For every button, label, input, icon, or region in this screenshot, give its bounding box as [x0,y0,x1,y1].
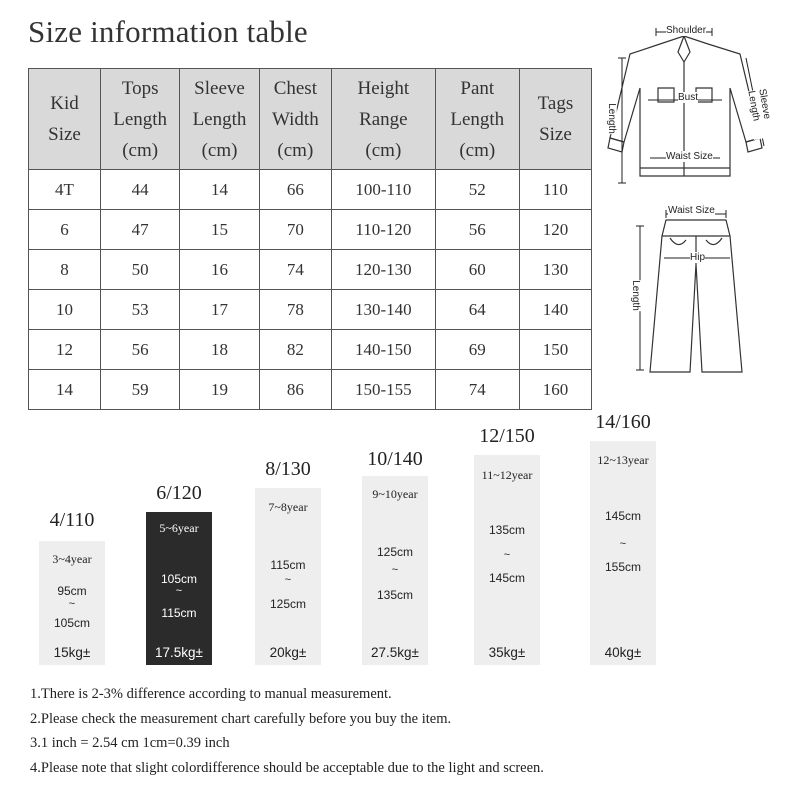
header-pant-length: Pant Length (cm) [435,69,519,170]
cell-kid-size: 14 [29,370,101,410]
cell-pant-length: 60 [435,250,519,290]
note-item: 3.1 inch = 2.54 cm 1cm=0.39 inch [30,735,230,751]
size-card-height-max: 115cm [161,606,197,620]
size-card-weight: 35kg± [488,645,526,660]
note-item: 4.Please note that slight colordifference should be acceptable due to the light and screen. [30,759,544,776]
size-card-6-120 [146,482,212,665]
pants-diagram [626,204,756,380]
cell-tops-length: 50 [100,250,179,290]
size-card-tilde: ~ [284,574,292,586]
size-card-height-min: 135cm [488,523,526,537]
size-card-label: 10/140 [367,448,423,470]
table-row [29,370,592,410]
size-card-tilde: ~ [68,598,76,610]
sleeve-length-label: Sleeve Length [745,88,775,140]
size-card-tilde: ~ [391,564,399,576]
size-card-8-130 [255,458,321,665]
size-card-age: 12~13year [597,453,649,467]
note-item: 2.Please check the measurement chart carefully before you buy the item. [30,710,452,727]
cell-kid-size: 12 [29,330,101,370]
cell-sleeve-length: 19 [180,370,259,410]
size-card-height-min: 145cm [604,509,642,523]
size-card-label: 12/150 [479,425,535,447]
cell-tags-size: 140 [519,290,591,330]
page-title: Size information table [28,14,308,49]
size-card-age: 5~6year [159,521,199,535]
table-row [29,170,592,210]
cell-pant-length: 64 [435,290,519,330]
size-card-age: 9~10year [372,487,418,501]
size-card-age: 7~8year [268,500,308,514]
size-card-tilde: ~ [175,585,183,597]
pants-waist-label: Waist Size [668,205,715,216]
header-chest-width: Chest Width (cm) [259,69,331,170]
bust-label: Bust [678,92,699,103]
size-card-label: 8/130 [265,458,311,480]
cell-chest-width: 70 [259,210,331,250]
size-card-height-max: 125cm [269,597,307,611]
cell-tags-size: 120 [519,210,591,250]
shirt-diagram [600,18,785,200]
size-card-weight: 15kg± [53,645,91,660]
cell-chest-width: 86 [259,370,331,410]
cell-height-range: 110-120 [332,210,436,250]
size-card-weight: 20kg± [269,645,307,660]
size-card-height-max: 145cm [488,571,526,585]
size-card-label: 14/160 [595,411,651,433]
shoulder-label: Shoulder [666,25,707,36]
size-card-weight: 17.5kg± [155,645,203,660]
header-height-range: Height Range (cm) [332,69,436,170]
cell-tops-length: 47 [100,210,179,250]
cell-chest-width: 78 [259,290,331,330]
size-card-height-max: 105cm [53,616,91,630]
size-card-height-min: 95cm [57,584,87,598]
pants-illustration-icon [626,204,756,376]
shirt-waist-label: Waist Size [666,151,713,162]
table-row [29,290,592,330]
hip-label: Hip [690,252,706,263]
cell-height-range: 140-150 [332,330,436,370]
table-header-row [29,69,592,170]
cell-sleeve-length: 18 [180,330,259,370]
size-card-label: 6/120 [156,482,202,504]
size-card-height-min: 125cm [376,545,414,559]
size-card-age: 3~4year [52,552,92,566]
size-card-14-160 [590,411,656,665]
size-card-tilde: ~ [503,549,511,561]
cell-kid-size: 4T [29,170,101,210]
note-item: 1.There is 2-3% difference according to manual measurement. [30,686,392,702]
header-tags-size: Tags Size [519,69,591,170]
header-kid-size: Kid Size [29,69,101,170]
cell-tags-size: 160 [519,370,591,410]
size-card-10-140 [362,448,428,665]
table-row [29,210,592,250]
size-card-weight: 27.5kg± [371,645,419,660]
size-card-height-min: 115cm [270,558,306,572]
cell-sleeve-length: 17 [180,290,259,330]
cell-chest-width: 82 [259,330,331,370]
cell-sleeve-length: 14 [180,170,259,210]
header-sleeve-length: Sleeve Length (cm) [180,69,259,170]
size-card-4-110 [39,509,105,665]
notes-list [30,684,544,782]
cell-tags-size: 110 [519,170,591,210]
cell-height-range: 150-155 [332,370,436,410]
size-table [28,68,592,410]
cell-tags-size: 150 [519,330,591,370]
size-card-height-max: 135cm [376,588,414,602]
size-card-12-150 [474,425,540,665]
cell-kid-size: 6 [29,210,101,250]
cell-pant-length: 74 [435,370,519,410]
cell-kid-size: 10 [29,290,101,330]
cell-chest-width: 74 [259,250,331,290]
table-row [29,250,592,290]
pants-length-label: Length [629,280,641,311]
cell-kid-size: 8 [29,250,101,290]
cell-tops-length: 56 [100,330,179,370]
cell-height-range: 130-140 [332,290,436,330]
cell-pant-length: 56 [435,210,519,250]
size-card-height-min: 105cm [160,572,198,586]
size-card-height-max: 155cm [604,560,642,574]
cell-tags-size: 130 [519,250,591,290]
cell-chest-width: 66 [259,170,331,210]
cell-height-range: 100-110 [332,170,436,210]
size-card-age: 11~12year [481,468,533,482]
cell-height-range: 120-130 [332,250,436,290]
cell-pant-length: 52 [435,170,519,210]
header-tops-length: Tops Length (cm) [100,69,179,170]
cell-pant-length: 69 [435,330,519,370]
shirt-length-label: Length [605,103,617,134]
cell-tops-length: 44 [100,170,179,210]
size-card-weight: 40kg± [604,645,642,660]
cell-sleeve-length: 15 [180,210,259,250]
cell-tops-length: 53 [100,290,179,330]
size-card-label: 4/110 [49,509,95,531]
cell-tops-length: 59 [100,370,179,410]
cell-sleeve-length: 16 [180,250,259,290]
table-row [29,330,592,370]
size-card-tilde: ~ [619,538,627,550]
